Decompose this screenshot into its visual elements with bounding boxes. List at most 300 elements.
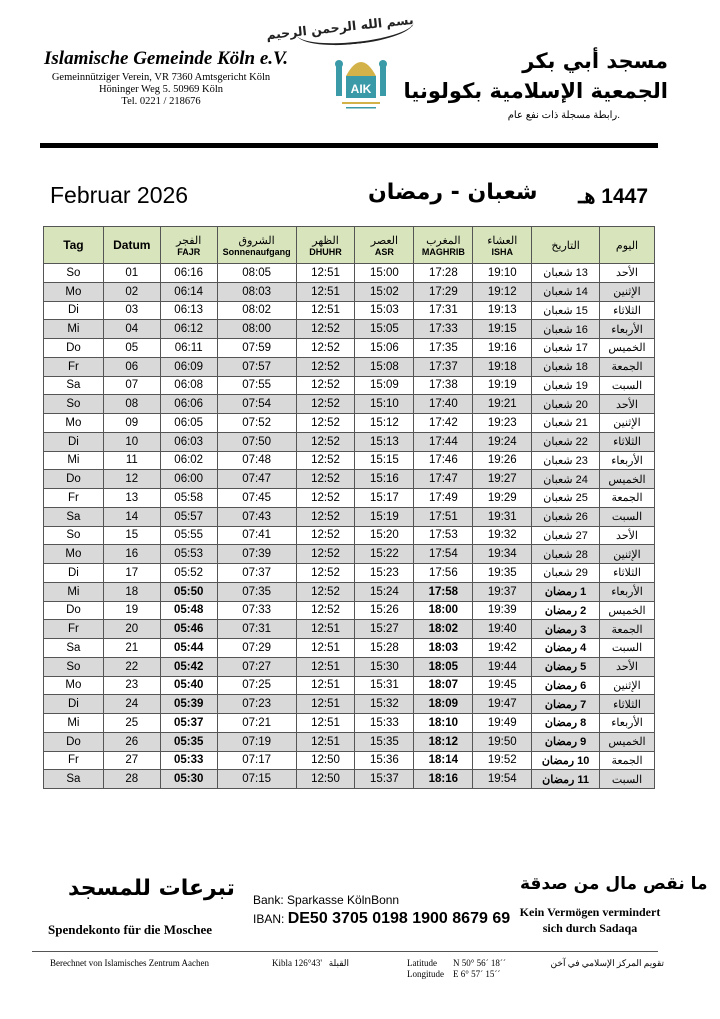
sunrise-cell: 07:59: [217, 339, 296, 358]
sunrise-cell: 08:03: [217, 282, 296, 301]
asr-cell: 15:28: [355, 639, 414, 658]
maghrib-cell: 18:14: [414, 751, 473, 770]
weekday-ar-cell: الأربعاء: [600, 451, 655, 470]
isha-cell: 19:10: [473, 264, 532, 283]
weekday-ar-cell: الأحد: [600, 657, 655, 676]
date-cell: 08: [103, 395, 160, 414]
date-cell: 28: [103, 770, 160, 789]
maghrib-cell: 17:28: [414, 264, 473, 283]
table-row: [44, 414, 655, 433]
dhuhr-cell: 12:52: [296, 545, 355, 564]
hijri-date-cell: 22 شعبان: [532, 432, 600, 451]
asr-cell: 15:06: [355, 339, 414, 358]
donation-title-de: Spendekonto für die Moschee: [48, 922, 213, 937]
date-cell: 12: [103, 470, 160, 489]
sunrise-cell: 07:48: [217, 451, 296, 470]
column-header-en: ASR: [374, 246, 394, 257]
saying-de-line2: sich durch Sadaqa: [542, 921, 638, 935]
weekday-ar-cell: الثلاثاء: [600, 695, 655, 714]
hijri-date-cell: 27 شعبان: [532, 526, 600, 545]
date-cell: 04: [103, 320, 160, 339]
hijri-date-cell: 25 شعبان: [532, 489, 600, 508]
date-cell: 13: [103, 489, 160, 508]
table-row: [44, 320, 655, 339]
weekday-ar-cell: الإثنين: [600, 282, 655, 301]
column-header-en: Tag: [63, 238, 84, 252]
maghrib-cell: 18:00: [414, 601, 473, 620]
isha-cell: 19:54: [473, 770, 532, 789]
table-row: [44, 770, 655, 789]
org-details: [44, 72, 278, 108]
weekday-ar-cell: الثلاثاء: [600, 564, 655, 583]
maghrib-cell: 17:42: [414, 414, 473, 433]
date-cell: 17: [103, 564, 160, 583]
weekday-ar-cell: السبت: [600, 639, 655, 658]
table-row: [44, 714, 655, 733]
maghrib-cell: 17:56: [414, 564, 473, 583]
prayer-times-table: [43, 226, 655, 789]
header-divider: [40, 143, 658, 148]
date-cell: 26: [103, 732, 160, 751]
weekday-ar-cell: الخميس: [600, 601, 655, 620]
column-header: [600, 227, 655, 264]
hijri-date-cell: 15 شعبان: [532, 301, 600, 320]
maghrib-cell: 18:07: [414, 676, 473, 695]
sunrise-cell: 08:05: [217, 264, 296, 283]
date-cell: 18: [103, 582, 160, 601]
lon-value: E 6° 57´ 15´´: [453, 969, 501, 979]
dhuhr-cell: 12:51: [296, 264, 355, 283]
weekday-de-cell: Do: [44, 601, 104, 620]
org-phone: Tel. 0221 / 218676: [121, 96, 201, 107]
asr-cell: 15:12: [355, 414, 414, 433]
date-cell: 07: [103, 376, 160, 395]
hijri-date-cell: 13 شعبان: [532, 264, 600, 283]
hijri-date-cell: 20 شعبان: [532, 395, 600, 414]
isha-cell: 19:13: [473, 301, 532, 320]
isha-cell: 19:26: [473, 451, 532, 470]
dhuhr-cell: 12:52: [296, 357, 355, 376]
fajr-cell: 05:50: [160, 582, 217, 601]
sunrise-cell: 07:35: [217, 582, 296, 601]
dhuhr-cell: 12:51: [296, 695, 355, 714]
table-row: [44, 395, 655, 414]
column-header: [355, 227, 414, 264]
dhuhr-cell: 12:52: [296, 339, 355, 358]
hijri-date-cell: 17 شعبان: [532, 339, 600, 358]
asr-cell: 15:13: [355, 432, 414, 451]
sunrise-cell: 07:37: [217, 564, 296, 583]
date-cell: 05: [103, 339, 160, 358]
weekday-ar-cell: الأحد: [600, 264, 655, 283]
asr-cell: 15:32: [355, 695, 414, 714]
asr-cell: 15:20: [355, 526, 414, 545]
saying-ar: ما نقص مال من صدقة: [520, 874, 708, 894]
footer-divider: [32, 951, 658, 952]
hijri-date-cell: 7 رمضان: [532, 695, 600, 714]
weekday-de-cell: Fr: [44, 751, 104, 770]
asr-cell: 15:31: [355, 676, 414, 695]
weekday-ar-cell: الأحد: [600, 395, 655, 414]
dhuhr-cell: 12:52: [296, 451, 355, 470]
weekday-de-cell: Di: [44, 301, 104, 320]
isha-cell: 19:35: [473, 564, 532, 583]
maghrib-cell: 18:10: [414, 714, 473, 733]
maghrib-cell: 17:53: [414, 526, 473, 545]
fajr-cell: 06:00: [160, 470, 217, 489]
fajr-cell: 05:33: [160, 751, 217, 770]
dhuhr-cell: 12:51: [296, 714, 355, 733]
weekday-de-cell: Do: [44, 339, 104, 358]
fajr-cell: 05:48: [160, 601, 217, 620]
isha-cell: 19:52: [473, 751, 532, 770]
asr-cell: 15:22: [355, 545, 414, 564]
date-cell: 14: [103, 507, 160, 526]
svg-text:AIK: AIK: [350, 82, 372, 96]
maghrib-cell: 17:44: [414, 432, 473, 451]
maghrib-cell: 17:33: [414, 320, 473, 339]
sunrise-cell: 08:02: [217, 301, 296, 320]
asr-cell: 15:27: [355, 620, 414, 639]
date-cell: 06: [103, 357, 160, 376]
lat-value: N 50° 56´ 18´´: [453, 958, 506, 968]
table-row: [44, 657, 655, 676]
fajr-cell: 05:39: [160, 695, 217, 714]
weekday-de-cell: Mo: [44, 676, 104, 695]
sunrise-cell: 08:00: [217, 320, 296, 339]
isha-cell: 19:15: [473, 320, 532, 339]
weekday-de-cell: Mo: [44, 414, 104, 433]
column-header: [217, 227, 296, 264]
sunrise-cell: 07:23: [217, 695, 296, 714]
maghrib-cell: 18:03: [414, 639, 473, 658]
asr-cell: 15:08: [355, 357, 414, 376]
sunrise-cell: 07:45: [217, 489, 296, 508]
table-row: [44, 376, 655, 395]
iban-label: IBAN:: [253, 912, 285, 926]
fajr-cell: 05:46: [160, 620, 217, 639]
table-row: [44, 620, 655, 639]
weekday-ar-cell: الأربعاء: [600, 320, 655, 339]
mosque-logo: [332, 46, 390, 112]
column-header-ar: الفجر: [176, 234, 202, 247]
isha-cell: 19:29: [473, 489, 532, 508]
maghrib-cell: 17:37: [414, 357, 473, 376]
asr-cell: 15:17: [355, 489, 414, 508]
table-row: [44, 339, 655, 358]
weekday-de-cell: Sa: [44, 507, 104, 526]
dhuhr-cell: 12:51: [296, 732, 355, 751]
column-header-ar: التاريخ: [551, 239, 580, 252]
sunrise-cell: 07:21: [217, 714, 296, 733]
kibla: [272, 958, 349, 969]
fajr-cell: 05:55: [160, 526, 217, 545]
hijri-months: شعبان - رمضان: [368, 180, 538, 205]
weekday-ar-cell: الإثنين: [600, 676, 655, 695]
table-row: [44, 451, 655, 470]
isha-cell: 19:50: [473, 732, 532, 751]
asr-cell: 15:15: [355, 451, 414, 470]
dhuhr-cell: 12:50: [296, 770, 355, 789]
donation-title-ar: تبرعات للمسجد: [68, 876, 235, 901]
dhuhr-cell: 12:52: [296, 376, 355, 395]
saying-de: [510, 904, 670, 936]
weekday-de-cell: So: [44, 526, 104, 545]
date-cell: 16: [103, 545, 160, 564]
dhuhr-cell: 12:52: [296, 564, 355, 583]
weekday-ar-cell: الخميس: [600, 339, 655, 358]
asr-cell: 15:19: [355, 507, 414, 526]
weekday-de-cell: So: [44, 657, 104, 676]
table-row: [44, 489, 655, 508]
hijri-date-cell: 29 شعبان: [532, 564, 600, 583]
dhuhr-cell: 12:52: [296, 395, 355, 414]
isha-cell: 19:18: [473, 357, 532, 376]
asr-cell: 15:05: [355, 320, 414, 339]
coordinates: [407, 958, 506, 980]
fajr-cell: 06:12: [160, 320, 217, 339]
weekday-ar-cell: الجمعة: [600, 620, 655, 639]
dhuhr-cell: 12:50: [296, 751, 355, 770]
weekday-ar-cell: الإثنين: [600, 414, 655, 433]
fajr-cell: 06:08: [160, 376, 217, 395]
weekday-de-cell: Di: [44, 695, 104, 714]
column-header-ar: الظهر: [312, 234, 339, 247]
maghrib-cell: 17:38: [414, 376, 473, 395]
column-header: [532, 227, 600, 264]
dhuhr-cell: 12:51: [296, 620, 355, 639]
isha-cell: 19:34: [473, 545, 532, 564]
calc-source-ar: تقويم المركز الإسلامي في آخن: [550, 958, 664, 968]
dhuhr-cell: 12:51: [296, 301, 355, 320]
isha-cell: 19:39: [473, 601, 532, 620]
table-row: [44, 582, 655, 601]
isha-cell: 19:31: [473, 507, 532, 526]
dhuhr-cell: 12:52: [296, 601, 355, 620]
fajr-cell: 06:06: [160, 395, 217, 414]
isha-cell: 19:44: [473, 657, 532, 676]
isha-cell: 19:45: [473, 676, 532, 695]
date-cell: 19: [103, 601, 160, 620]
bank-name: Bank: Sparkasse KölnBonn: [253, 893, 400, 907]
isha-cell: 19:12: [473, 282, 532, 301]
asr-cell: 15:35: [355, 732, 414, 751]
kibla-value: Kibla 126°43': [272, 958, 322, 968]
sunrise-cell: 07:31: [217, 620, 296, 639]
calc-source: Berechnet von Islamisches Zentrum Aachen: [50, 958, 209, 968]
weekday-de-cell: Mo: [44, 545, 104, 564]
dhuhr-cell: 12:52: [296, 489, 355, 508]
maghrib-cell: 17:40: [414, 395, 473, 414]
asr-cell: 15:24: [355, 582, 414, 601]
hijri-date-cell: 23 شعبان: [532, 451, 600, 470]
hijri-date-cell: 26 شعبان: [532, 507, 600, 526]
table-row: [44, 732, 655, 751]
kibla-ar: القبلة: [328, 958, 350, 968]
table-row: [44, 695, 655, 714]
weekday-de-cell: Di: [44, 432, 104, 451]
column-header-en: FAJR: [177, 246, 201, 257]
date-cell: 02: [103, 282, 160, 301]
fajr-cell: 05:57: [160, 507, 217, 526]
hijri-date-cell: 21 شعبان: [532, 414, 600, 433]
fajr-cell: 06:05: [160, 414, 217, 433]
table-row: [44, 751, 655, 770]
fajr-cell: 05:42: [160, 657, 217, 676]
arabic-org-name: [404, 46, 668, 106]
isha-cell: 19:23: [473, 414, 532, 433]
dhuhr-cell: 12:51: [296, 657, 355, 676]
fajr-cell: 05:30: [160, 770, 217, 789]
hijri-date-cell: 3 رمضان: [532, 620, 600, 639]
dhuhr-cell: 12:52: [296, 507, 355, 526]
maghrib-cell: 17:47: [414, 470, 473, 489]
date-cell: 22: [103, 657, 160, 676]
column-header-en: Datum: [113, 238, 151, 252]
fajr-cell: 06:03: [160, 432, 217, 451]
dhuhr-cell: 12:52: [296, 470, 355, 489]
column-header: [473, 227, 532, 264]
date-cell: 09: [103, 414, 160, 433]
maghrib-cell: 18:05: [414, 657, 473, 676]
maghrib-cell: 17:35: [414, 339, 473, 358]
column-header-ar: المغرب: [426, 234, 461, 247]
isha-cell: 19:42: [473, 639, 532, 658]
weekday-de-cell: Di: [44, 564, 104, 583]
sunrise-cell: 07:41: [217, 526, 296, 545]
asr-cell: 15:36: [355, 751, 414, 770]
hijri-date-cell: 11 رمضان: [532, 770, 600, 789]
sunrise-cell: 07:52: [217, 414, 296, 433]
iban: [253, 910, 510, 928]
weekday-de-cell: Sa: [44, 376, 104, 395]
weekday-ar-cell: الخميس: [600, 470, 655, 489]
sunrise-cell: 07:19: [217, 732, 296, 751]
column-header-ar: اليوم: [615, 239, 639, 252]
hijri-date-cell: 6 رمضان: [532, 676, 600, 695]
sunrise-cell: 07:15: [217, 770, 296, 789]
lat-label: Latitude: [407, 958, 437, 968]
org-name: Islamische Gemeinde Köln e.V.: [44, 48, 289, 69]
saying-de-line1: Kein Vermögen vermindert: [519, 905, 661, 919]
hijri-date-cell: 24 شعبان: [532, 470, 600, 489]
dhuhr-cell: 12:51: [296, 282, 355, 301]
hijri-date-cell: 1 رمضان: [532, 582, 600, 601]
date-cell: 03: [103, 301, 160, 320]
date-cell: 27: [103, 751, 160, 770]
weekday-ar-cell: الجمعة: [600, 357, 655, 376]
fajr-cell: 05:44: [160, 639, 217, 658]
date-cell: 11: [103, 451, 160, 470]
asr-cell: 15:09: [355, 376, 414, 395]
sunrise-cell: 07:17: [217, 751, 296, 770]
isha-cell: 19:49: [473, 714, 532, 733]
maghrib-cell: 17:31: [414, 301, 473, 320]
iban-value: DE50 3705 0198 1900 8679 69: [287, 910, 511, 927]
table-row: [44, 282, 655, 301]
maghrib-cell: 18:09: [414, 695, 473, 714]
fajr-cell: 06:16: [160, 264, 217, 283]
asr-cell: 15:30: [355, 657, 414, 676]
association-name-ar: الجمعية الإسلامية بكولونيا: [403, 79, 668, 103]
table-row: [44, 301, 655, 320]
fajr-cell: 05:53: [160, 545, 217, 564]
weekday-ar-cell: الخميس: [600, 732, 655, 751]
dhuhr-cell: 12:52: [296, 432, 355, 451]
weekday-ar-cell: السبت: [600, 770, 655, 789]
column-header-ar: العشاء: [487, 234, 518, 247]
sunrise-cell: 07:27: [217, 657, 296, 676]
table-row: [44, 357, 655, 376]
table-row: [44, 507, 655, 526]
isha-cell: 19:37: [473, 582, 532, 601]
isha-cell: 19:19: [473, 376, 532, 395]
weekday-ar-cell: الأحد: [600, 526, 655, 545]
org-registration: Gemeinnütziger Verein, VR 7360 Amtsgericht Köln: [51, 72, 271, 83]
hijri-date-cell: 14 شعبان: [532, 282, 600, 301]
dhuhr-cell: 12:52: [296, 320, 355, 339]
dhuhr-cell: 12:51: [296, 676, 355, 695]
dhuhr-cell: 12:51: [296, 639, 355, 658]
fajr-cell: 05:35: [160, 732, 217, 751]
column-header-en: ISHA: [491, 246, 513, 257]
sunrise-cell: 07:55: [217, 376, 296, 395]
weekday-ar-cell: الثلاثاء: [600, 301, 655, 320]
fajr-cell: 06:13: [160, 301, 217, 320]
sunrise-cell: 07:50: [217, 432, 296, 451]
isha-cell: 19:24: [473, 432, 532, 451]
asr-cell: 15:10: [355, 395, 414, 414]
column-header-ar: الشروق: [238, 234, 275, 247]
hijri-date-cell: 2 رمضان: [532, 601, 600, 620]
maghrib-cell: 18:12: [414, 732, 473, 751]
hijri-date-cell: 10 رمضان: [532, 751, 600, 770]
asr-cell: 15:03: [355, 301, 414, 320]
month-title: Februar 2026: [50, 182, 189, 208]
date-cell: 25: [103, 714, 160, 733]
hijri-date-cell: 19 شعبان: [532, 376, 600, 395]
weekday-ar-cell: الثلاثاء: [600, 432, 655, 451]
weekday-de-cell: Fr: [44, 489, 104, 508]
hijri-date-cell: 16 شعبان: [532, 320, 600, 339]
column-header: [44, 227, 104, 264]
table-header-row: [44, 227, 655, 264]
isha-cell: 19:21: [473, 395, 532, 414]
table-row: [44, 676, 655, 695]
asr-cell: 15:37: [355, 770, 414, 789]
table-row: [44, 601, 655, 620]
isha-cell: 19:32: [473, 526, 532, 545]
fajr-cell: 05:58: [160, 489, 217, 508]
isha-cell: 19:16: [473, 339, 532, 358]
maghrib-cell: 18:16: [414, 770, 473, 789]
weekday-de-cell: Sa: [44, 639, 104, 658]
dhuhr-cell: 12:52: [296, 526, 355, 545]
weekday-ar-cell: السبت: [600, 376, 655, 395]
column-header: [103, 227, 160, 264]
date-cell: 01: [103, 264, 160, 283]
column-header: [296, 227, 355, 264]
maghrib-cell: 17:51: [414, 507, 473, 526]
weekday-ar-cell: السبت: [600, 507, 655, 526]
hijri-year: 1447 هـ: [578, 185, 648, 208]
date-cell: 20: [103, 620, 160, 639]
dhuhr-cell: 12:52: [296, 582, 355, 601]
dhuhr-cell: 12:52: [296, 414, 355, 433]
column-header-en: DHUHR: [309, 246, 342, 257]
sunrise-cell: 07:33: [217, 601, 296, 620]
maghrib-cell: 17:29: [414, 282, 473, 301]
